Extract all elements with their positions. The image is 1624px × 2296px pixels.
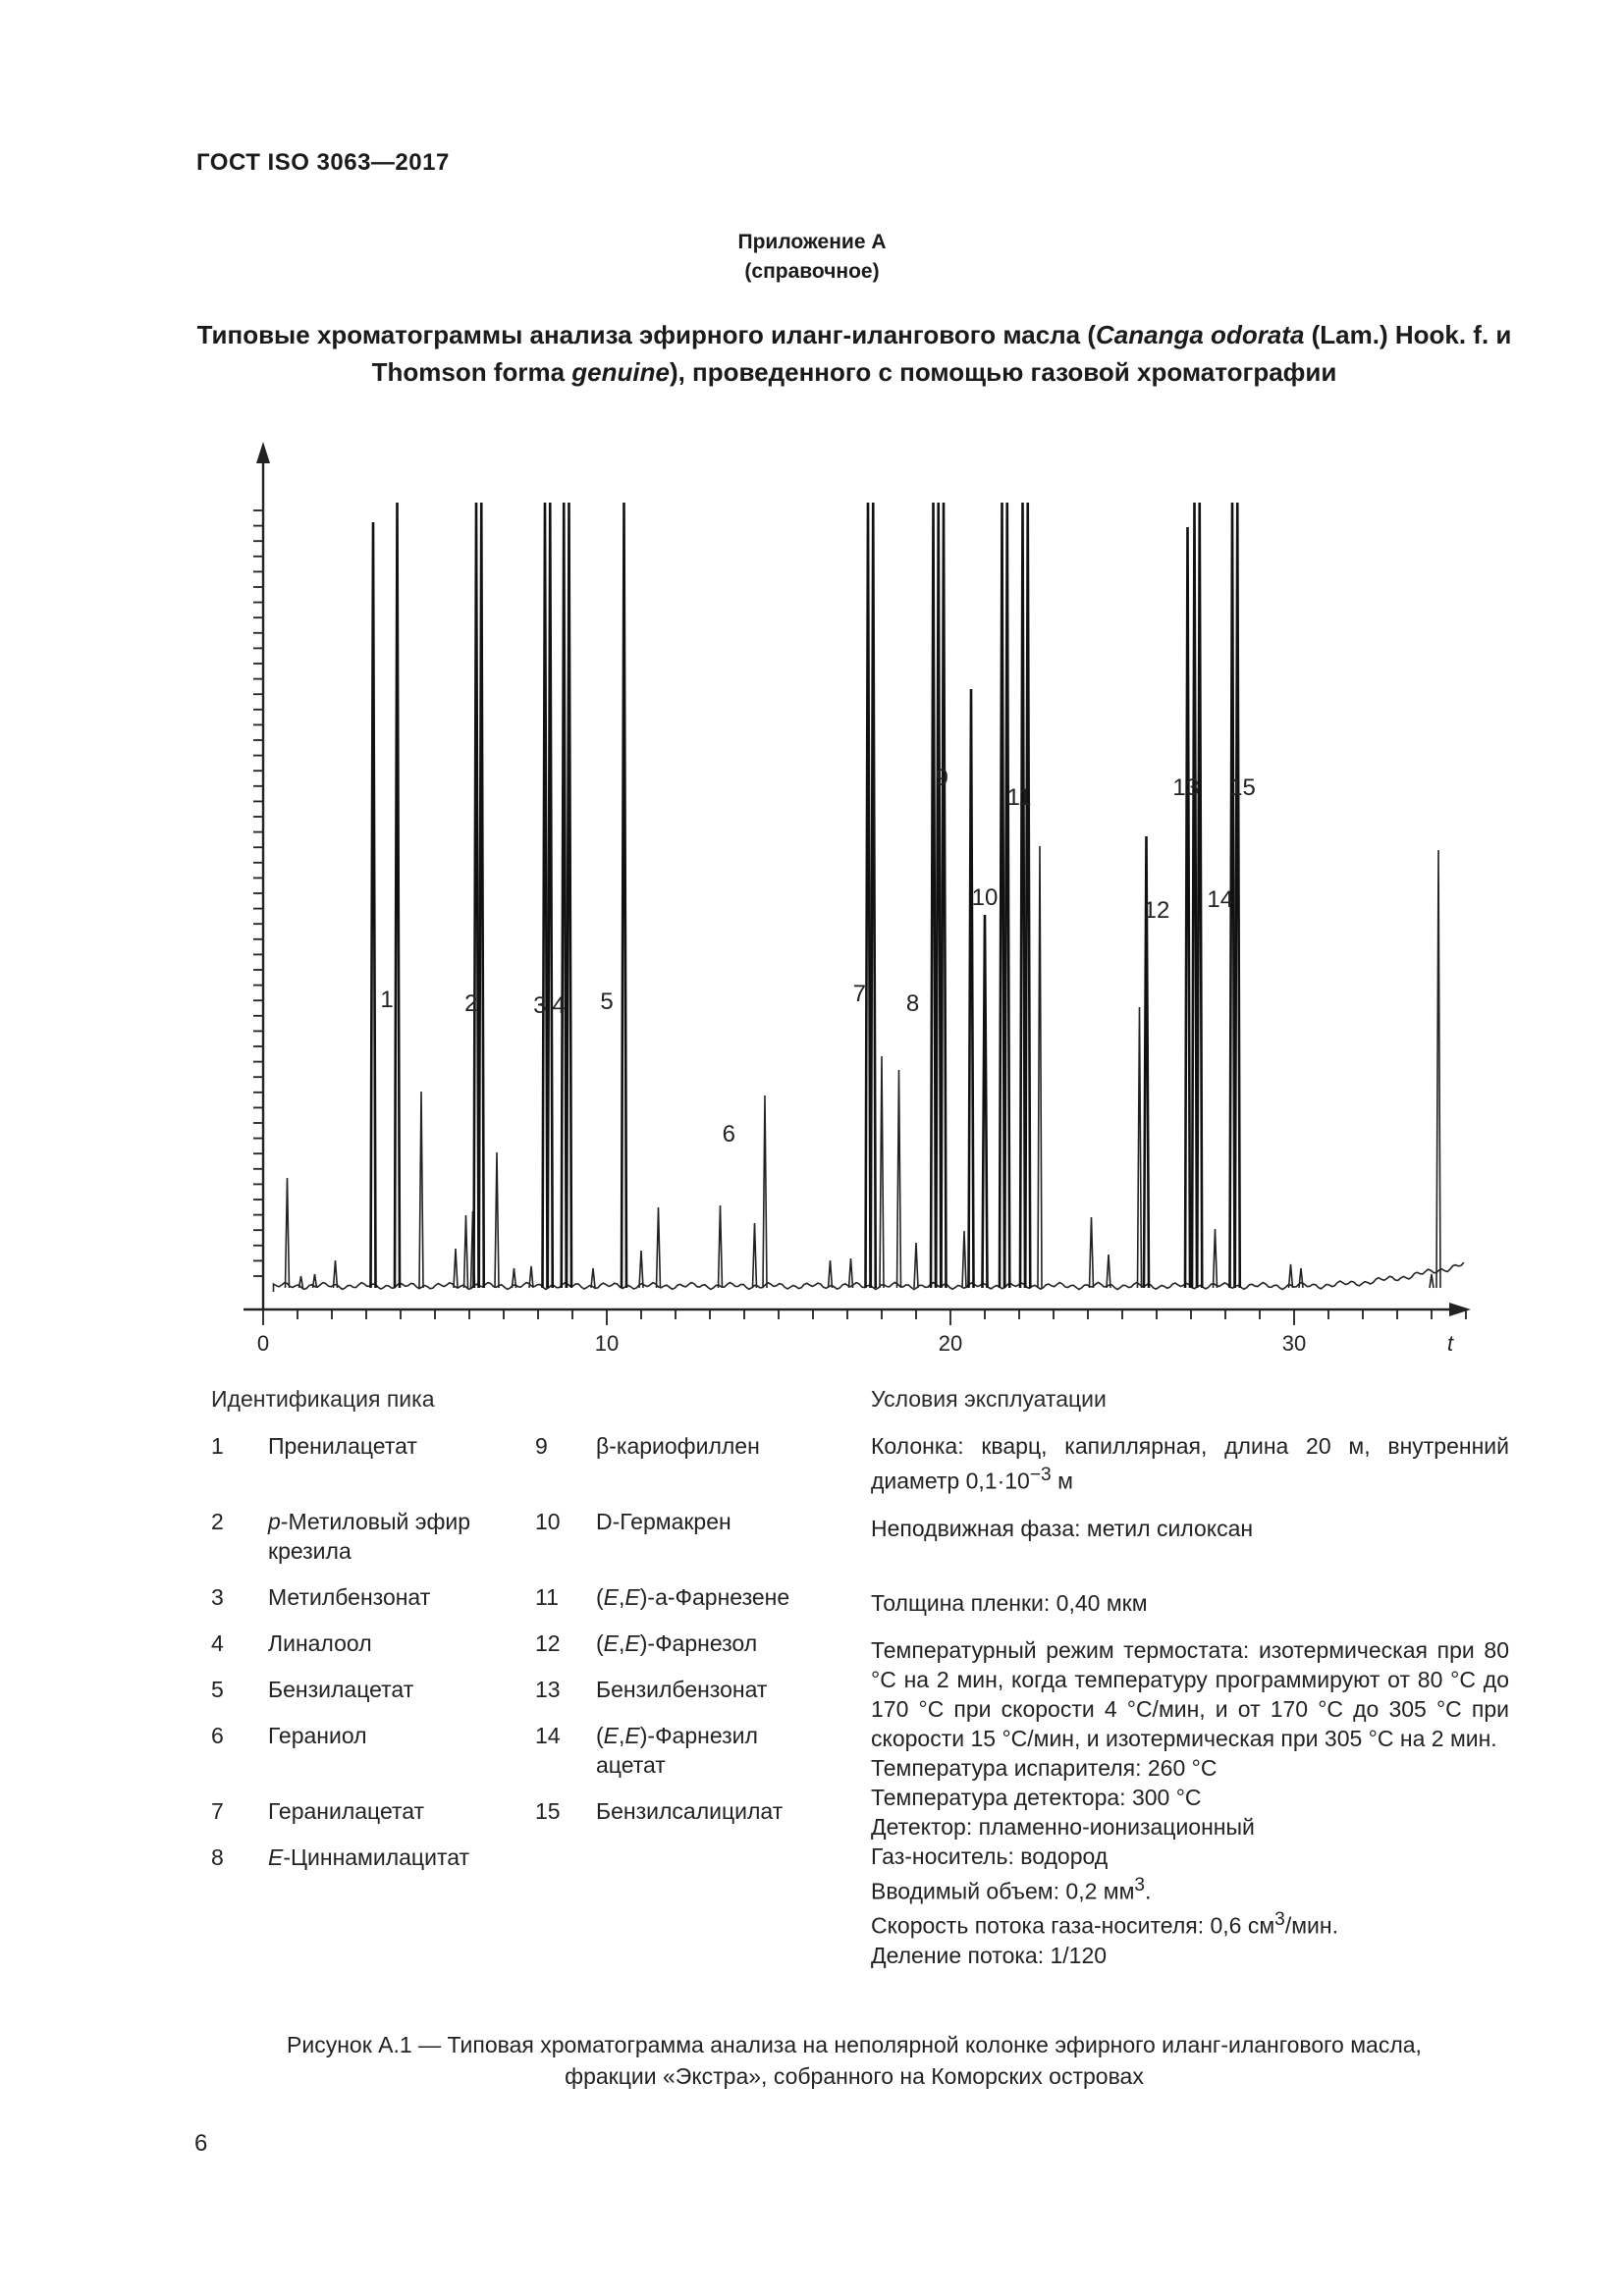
minor-peaks: [286, 846, 1441, 1288]
chromatogram-peak: [1235, 503, 1240, 1288]
peak-label-9: 9: [935, 765, 948, 791]
peak-id-name: (E,E)-Фарнезил ацетат: [596, 1723, 758, 1778]
caption-line2: фракции «Экстра», собранного на Коморских островах: [565, 2063, 1144, 2089]
minor-peak: [454, 1249, 458, 1288]
peak-id-name: E-Циннамилацитат: [268, 1844, 470, 1870]
cond-stationary: Неподвижная фаза: метил силоксан: [871, 1515, 1254, 1541]
cond-film: Толщина пленки: 0,40 мкм: [871, 1589, 1148, 1616]
minor-peak: [657, 1207, 661, 1288]
peak-id-number: 12: [535, 1630, 561, 1656]
chromatogram-peak: [562, 503, 567, 1288]
minor-peak: [495, 1152, 499, 1288]
peak-id-name: β-кариофиллен: [596, 1433, 760, 1459]
minor-peak: [1107, 1255, 1110, 1288]
chromatogram-peak: [942, 503, 947, 1288]
peak-id-name: Бензилсалицилат: [596, 1798, 784, 1824]
chromatogram-peak: [548, 503, 553, 1288]
cond-detector: Детектор: пламенно-ионизационный: [871, 1813, 1255, 1840]
minor-peak: [1430, 1274, 1434, 1288]
minor-peak: [1138, 1007, 1142, 1288]
cond-detector-temp: Температура детектора: 300 °С: [871, 1784, 1202, 1810]
x-axis-label: t: [1447, 1331, 1454, 1356]
peak-id-number: 9: [535, 1433, 548, 1459]
peak-id-number: 4: [211, 1630, 224, 1656]
peak-id-name: (E,E)-а-Фарнезене: [596, 1584, 790, 1610]
minor-peak: [419, 1092, 423, 1288]
minor-peak: [880, 1056, 884, 1288]
cond-column-text: Колонка: кварц, капиллярная, длина 20 м, внутренний диаметр 0,1·10: [871, 1433, 1509, 1494]
cond-volume-text: Вводимый объем: 0,2 мм: [871, 1878, 1135, 1904]
peak-id-number: 1: [211, 1433, 224, 1459]
chromatogram-peak: [474, 503, 479, 1288]
minor-peak: [1299, 1268, 1303, 1288]
cond-flow-end: /мин.: [1284, 1912, 1338, 1939]
figure-title-forma: genuine: [571, 357, 670, 387]
annex-title: Приложение А: [737, 231, 887, 253]
minor-peak: [962, 1231, 966, 1288]
cond-flow: [871, 1905, 1509, 1941]
chromatogram-peak: [1192, 503, 1197, 1288]
y-axis-arrow: [256, 442, 270, 463]
minor-peak: [334, 1260, 338, 1288]
chromatogram-peak: [622, 503, 626, 1288]
peak-id-heading: Идентификация пика: [211, 1386, 435, 1412]
cond-thermostat: Температурный режим термостата: изотермическая при 80 °С на 2 мин, когда температуру программируют от 80 °С до 170 °С при скорости 4 °С/мин, и от 170 °С до 305 °С при скорости 15 °С/мин, и изотермическая при 305 °С на 2 мин.: [871, 1636, 1509, 1751]
chromatogram-peak: [983, 915, 988, 1288]
figure-title-part1: Типовые хроматограммы анализа эфирного иланг-илангового масла (: [196, 320, 1097, 349]
cond-volume-exp: 3: [1134, 1874, 1146, 1896]
chromatogram-peak: [1197, 503, 1202, 1288]
cond-flow-exp: 3: [1274, 1909, 1285, 1931]
minor-peak: [849, 1258, 853, 1288]
minor-peak: [719, 1205, 723, 1288]
chromatogram-peak: [543, 503, 548, 1288]
peak-id-name: Бензилацетат: [268, 1677, 414, 1702]
peak-label-8: 8: [905, 990, 920, 1017]
chromatogram-peak: [936, 503, 941, 1288]
chromatogram-peak: [479, 503, 484, 1288]
minor-peak: [591, 1268, 595, 1288]
x-tick-label: 0: [256, 1331, 270, 1356]
minor-peak: [1038, 846, 1042, 1288]
chromatogram-peak: [871, 503, 876, 1288]
x-tick-labels: [257, 1331, 1306, 1356]
conditions-heading: Условия эксплуатации: [871, 1386, 1107, 1412]
chromatogram-peak: [1020, 503, 1025, 1288]
peak-label-12: 12: [1143, 897, 1170, 924]
x-tick-label: 10: [594, 1331, 620, 1356]
y-axis-ticks: [253, 510, 263, 1276]
peak-label-15: 15: [1229, 774, 1256, 801]
peak-label-4: 4: [552, 992, 566, 1019]
peak-id-number: 15: [535, 1798, 561, 1824]
peak-label-14: 14: [1207, 886, 1234, 913]
peak-id-number: 6: [211, 1723, 224, 1748]
minor-peak: [1214, 1229, 1218, 1288]
chromatogram-peak: [866, 503, 871, 1288]
minor-peak: [753, 1223, 757, 1288]
peak-id-name: D-Гермакрен: [596, 1509, 731, 1534]
peak-id-number: 5: [211, 1677, 224, 1702]
figure-title-part2: (Lam.) Hook. f. и Thomson forma: [371, 320, 1512, 387]
chromatogram-peak: [931, 503, 936, 1288]
peak-label-2: 2: [464, 990, 478, 1017]
chromatogram-peak: [1185, 527, 1190, 1288]
minor-peak: [1436, 850, 1440, 1288]
minor-peak: [639, 1251, 643, 1288]
peak-id-name: Пренилацетат: [268, 1433, 417, 1459]
chromatogram-peak: [969, 689, 974, 1288]
figure-title-species: Cananga odorata: [1096, 320, 1305, 349]
peak-label-6: 6: [722, 1121, 735, 1148]
peak-label-1: 1: [380, 987, 394, 1013]
chromatogram-peak: [1004, 503, 1009, 1288]
minor-peak: [1090, 1217, 1094, 1288]
cond-column-unit: м: [1051, 1468, 1073, 1494]
peak-id-name: (E,E)-Фарнезол: [596, 1630, 758, 1656]
labeled-peaks: [371, 503, 1240, 1288]
cond-flow-text: Скорость потока газа-носителя: 0,6 см: [871, 1912, 1275, 1939]
conditions-block: [871, 1431, 1509, 1970]
cond-volume-end: .: [1145, 1878, 1152, 1904]
peak-label-7: 7: [852, 981, 866, 1007]
x-axis-ticks: [263, 1309, 1466, 1325]
minor-peak: [829, 1260, 833, 1288]
peak-id-number: 7: [211, 1798, 224, 1824]
peak-id-number: 11: [535, 1584, 559, 1610]
chromatogram-peak: [567, 503, 571, 1288]
peak-id-number: 3: [211, 1584, 224, 1610]
peak-id-number: 13: [535, 1677, 561, 1702]
peak-label-10: 10: [971, 884, 999, 911]
peak-id-name: p-Метиловый эфир крезила: [268, 1509, 471, 1564]
cond-volume: [871, 1871, 1509, 1906]
peak-label-5: 5: [600, 988, 614, 1015]
peak-id-number: 10: [535, 1509, 561, 1534]
minor-peak: [464, 1215, 468, 1288]
minor-peak: [914, 1243, 918, 1288]
cond-column: [871, 1431, 1509, 1496]
chromatogram-peak: [371, 522, 376, 1288]
cond-injector: Температура испарителя: 260 °С: [871, 1754, 1218, 1781]
peak-labels: [380, 765, 1256, 1148]
chromatogram-peak: [395, 503, 400, 1288]
minor-peak: [897, 1070, 901, 1288]
page-number: 6: [194, 2130, 208, 2157]
peak-id-name: Метилбензонат: [268, 1584, 431, 1610]
minor-peak: [763, 1095, 767, 1288]
peak-label-11: 11: [1006, 784, 1032, 811]
figure-caption: [196, 2029, 1512, 2092]
caption-line1: Рисунок А.1 — Типовая хроматограмма анализа на неполярной колонке эфирного иланг-илангового масла,: [287, 2032, 1422, 2057]
peak-id-number: 2: [211, 1509, 224, 1534]
peak-label-13: 13: [1172, 774, 1200, 801]
chromatogram-baseline: [274, 1262, 1464, 1292]
peak-id-name: Гераниол: [268, 1723, 367, 1748]
peak-id-name: Бензилбензонат: [596, 1677, 768, 1702]
x-tick-label: 20: [938, 1331, 963, 1356]
chromatogram-peak: [1000, 503, 1004, 1288]
chromatogram-peak: [1025, 503, 1030, 1288]
cond-carrier: Газ-носитель: водород: [871, 1842, 1109, 1869]
minor-peak: [286, 1178, 290, 1288]
peak-label-3: 3: [533, 992, 547, 1019]
figure-title-part3: ), проведенного с помощью газовой хроматографии: [669, 357, 1337, 387]
cond-column-exp: −3: [1029, 1465, 1052, 1485]
peak-id-name: Линалоол: [268, 1630, 372, 1656]
peak-id-name: Геранилацетат: [268, 1798, 425, 1824]
peak-id-number: 8: [211, 1844, 224, 1870]
annex-type: (справочное): [744, 260, 880, 283]
x-tick-label: 30: [1281, 1331, 1307, 1356]
peak-id-number: 14: [535, 1723, 561, 1748]
standard-header: ГОСТ ISO 3063—2017: [196, 149, 450, 176]
x-axis-arrow: [1449, 1303, 1471, 1316]
cond-split: Деление потока: 1/120: [871, 1942, 1108, 1968]
